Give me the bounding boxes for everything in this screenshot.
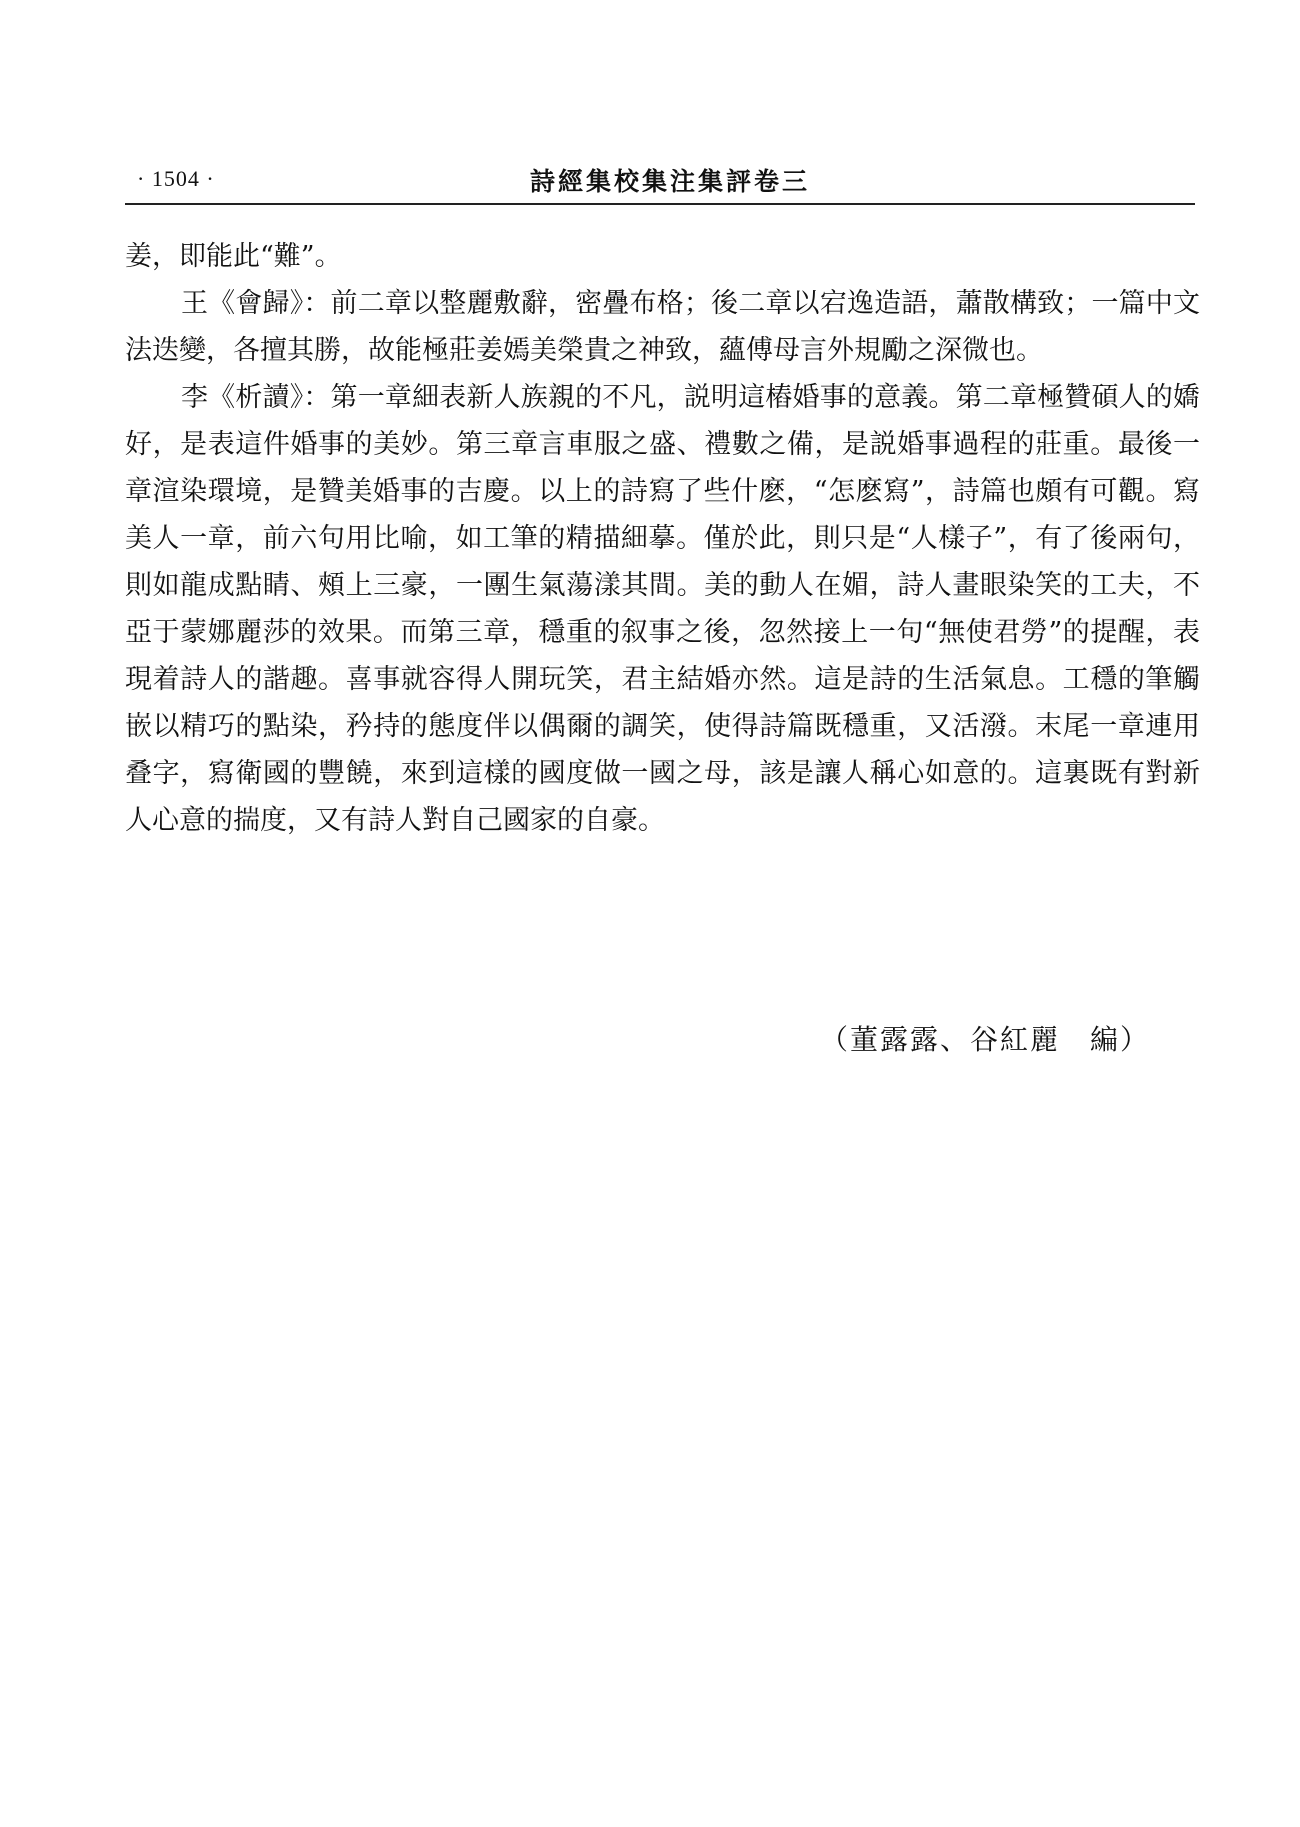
running-title: 詩經集校集注集評卷三 bbox=[530, 167, 811, 196]
paragraph-li-xidu: 李《析讀》：第一章細表新人族親的不凡，説明這樁婚事的意義。第二章極贊碩人的嬌好，是表這件婚事的美妙。第三章言車服之盛、禮數之備，是説婚事過程的莊重。最後一章渲染環境，是贊美婚事的吉慶。以上的詩寫了些什麽，“怎麽寫”，詩篇也頗有可觀。寫美人一章，前六句用比喻，如工筆的精描細摹。僅於此，則只是“人樣子”，有了後兩句，則如龍成點睛、頰上三豪，一團生氣蕩漾其間。美的動人在媚，詩人畫眼染笑的工夫，不亞于蒙娜麗莎的效果。而第三章，穩重的叙事之後，忽然接上一句“無使君勞”的提醒，表現着詩人的諧趣。喜事就容得人開玩笑，君主結婚亦然。這是詩的生活氣息。工穩的筆觸嵌以精巧的點染，矜持的態度伴以偶爾的調笑，使得詩篇既穩重，又活潑。末尾一章連用叠字，寫衛國的豐饒，來到這樣的國度做一國之母，該是讓人稱心如意的。這裏既有對新人心意的揣度，又有詩人對自己國家的自豪。 bbox=[125, 382, 1200, 836]
editor-credit: （董露露、谷紅麗 編） bbox=[820, 1023, 1151, 1056]
header-rule bbox=[125, 203, 1195, 205]
page-header bbox=[125, 160, 1195, 200]
paragraph-continuation: 姜，即能此“難”。 bbox=[125, 241, 342, 272]
page-number: · 1504 · bbox=[137, 166, 215, 191]
paragraph-wang-huigui: 王《會歸》：前二章以整麗敷辭，密疊布格；後二章以宕逸造語，蕭散構致；一篇中文法迭變，各擅其勝，故能極莊姜嫣美榮貴之神致，蘊傅母言外規勵之深微也。 bbox=[125, 288, 1200, 366]
body-text bbox=[125, 233, 1200, 844]
